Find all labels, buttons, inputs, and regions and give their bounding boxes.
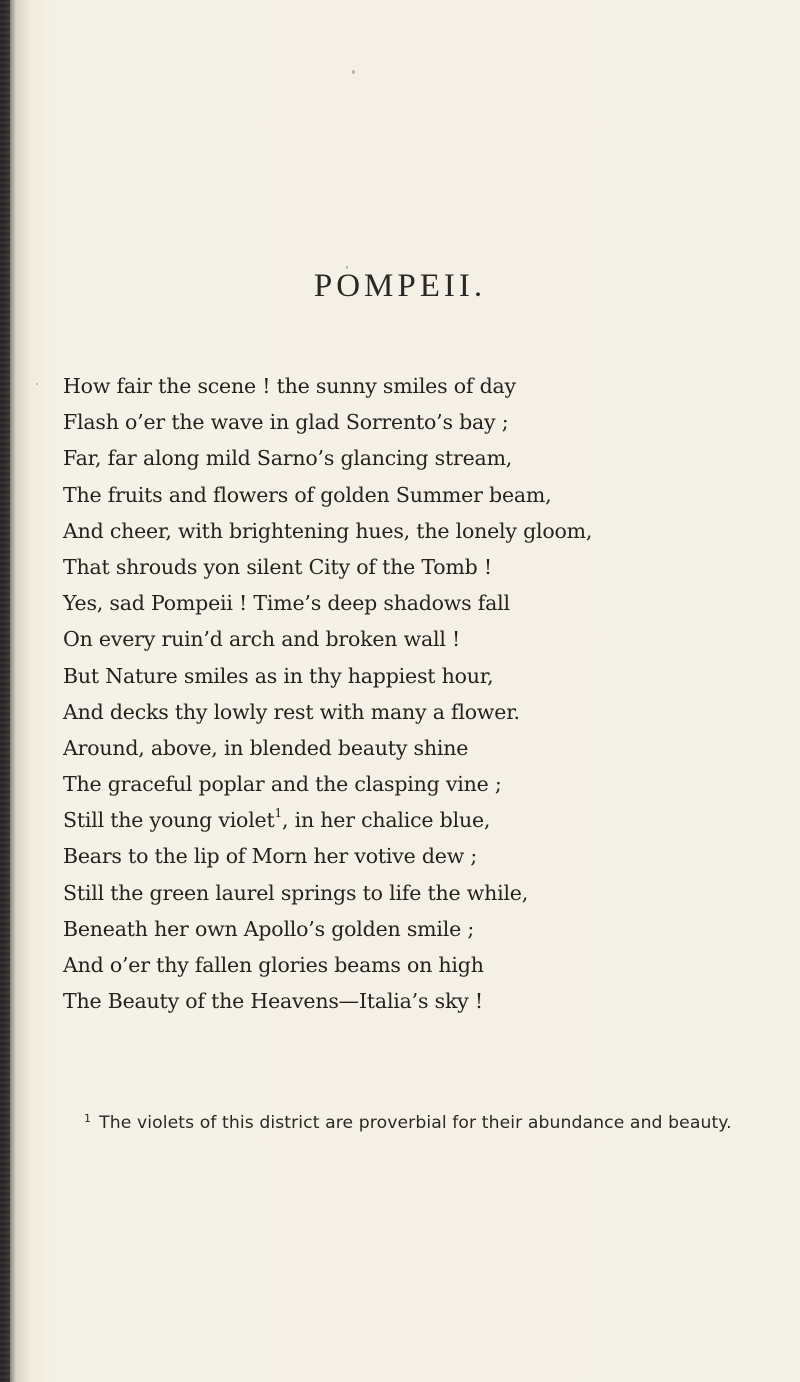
poem-line: Still the green laurel springs to life the while, <box>63 880 529 905</box>
paper-speck <box>36 383 38 385</box>
poem-line: The fruits and flowers of golden Summer beam, <box>63 482 552 507</box>
paper-speck <box>352 70 355 74</box>
poem-line: Yes, sad Pompeii ! Time’s deep shadows fall <box>63 591 510 616</box>
poem-line: That shrouds yon silent City of the Tomb ! <box>63 554 492 579</box>
poem-line: But Nature smiles as in thy happiest hour, <box>63 663 494 688</box>
poem-line: Far, far along mild Sarno’s glancing stream, <box>63 446 513 471</box>
poem-line: And decks thy lowly rest with many a flower. <box>63 699 520 724</box>
poem-line-violet <box>63 802 763 838</box>
poem-line-text: , in her chalice blue, <box>281 808 491 833</box>
poem-line: On every ruin’d arch and broken wall ! <box>63 627 461 652</box>
poem-title: POMPEII. <box>313 268 487 304</box>
footnote-text: The violets of this district are proverbial for their abundance and beauty. <box>99 1113 732 1133</box>
poem-body <box>63 368 763 1019</box>
footnote <box>62 1110 792 1136</box>
footnote-reference: 1 <box>274 806 282 821</box>
poem-line: And cheer, with brightening hues, the lonely gloom, <box>63 518 593 543</box>
poem-line-text: Still the young violet <box>63 808 275 833</box>
poem-line: Flash o’er the wave in glad Sorrento’s bay ; <box>63 410 509 435</box>
poem-line: And o’er thy fallen glories beams on high <box>63 953 484 977</box>
poem-line: Bears to the lip of Morn her votive dew ; <box>63 844 478 869</box>
poem-line: Around, above, in blended beauty shine <box>63 735 469 760</box>
poem-line: How fair the scene ! the sunny smiles of day <box>63 374 516 398</box>
poem-line: Beneath her own Apollo’s golden smile ; <box>63 916 475 941</box>
poem-line: The Beauty of the Heavens—Italia’s sky ! <box>63 989 483 1014</box>
poem-line: The graceful poplar and the clasping vine ; <box>63 772 502 797</box>
footnote-mark: 1 <box>84 1112 92 1125</box>
